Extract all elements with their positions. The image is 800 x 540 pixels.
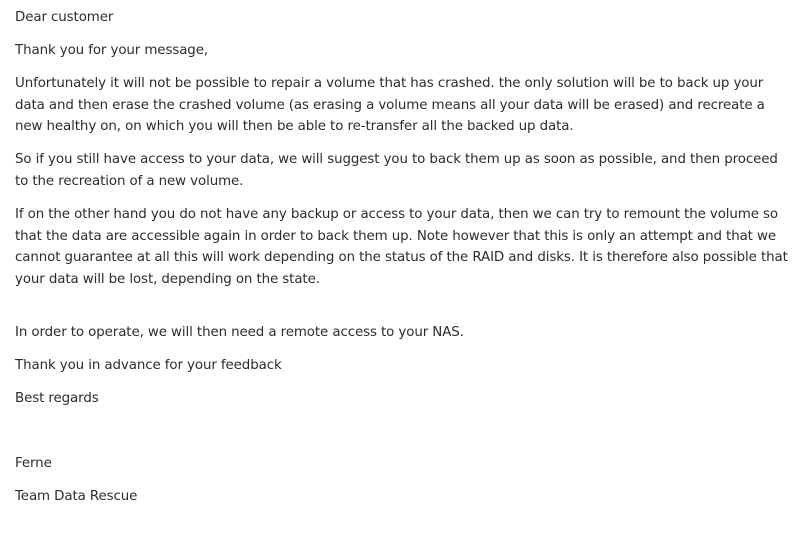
signature-name: Ferne — [15, 456, 52, 471]
greeting-line: Dear customer — [15, 10, 114, 25]
paragraph-remote-access: In order to operate, we will then need a remote access to your NAS. — [15, 325, 464, 340]
paragraph-backup-suggestion: So if you still have access to your data, we will suggest you to back them up as soon as possible, and then proceed to the recreation of a new volume. — [15, 152, 778, 189]
closing-line: Best regards — [15, 391, 99, 406]
paragraph-repair-volume: Unfortunately it will not be possible to repair a volume that has crashed. the only solution will be to back up your data and then erase the crashed volume (as erasing a volume means all your data will be erased) and recreate a new healthy on, on which you will then be able to re-transfer all the backed up data. — [15, 76, 765, 135]
signature-team: Team Data Rescue — [15, 489, 138, 504]
paragraph-remount-option: If on the other hand you do not have any backup or access to your data, then we can try to remount the volume so that the data are accessible again in order to back them up. Note however that this is only an attempt and that we cannot guarantee at all this will work depending on the status of the RAID and disks. It is therefore also possible that your data will be lost, depending on the state. — [15, 207, 788, 288]
feedback-line: Thank you in advance for your feedback — [15, 358, 282, 373]
thanks-line: Thank you for your message, — [15, 43, 209, 58]
